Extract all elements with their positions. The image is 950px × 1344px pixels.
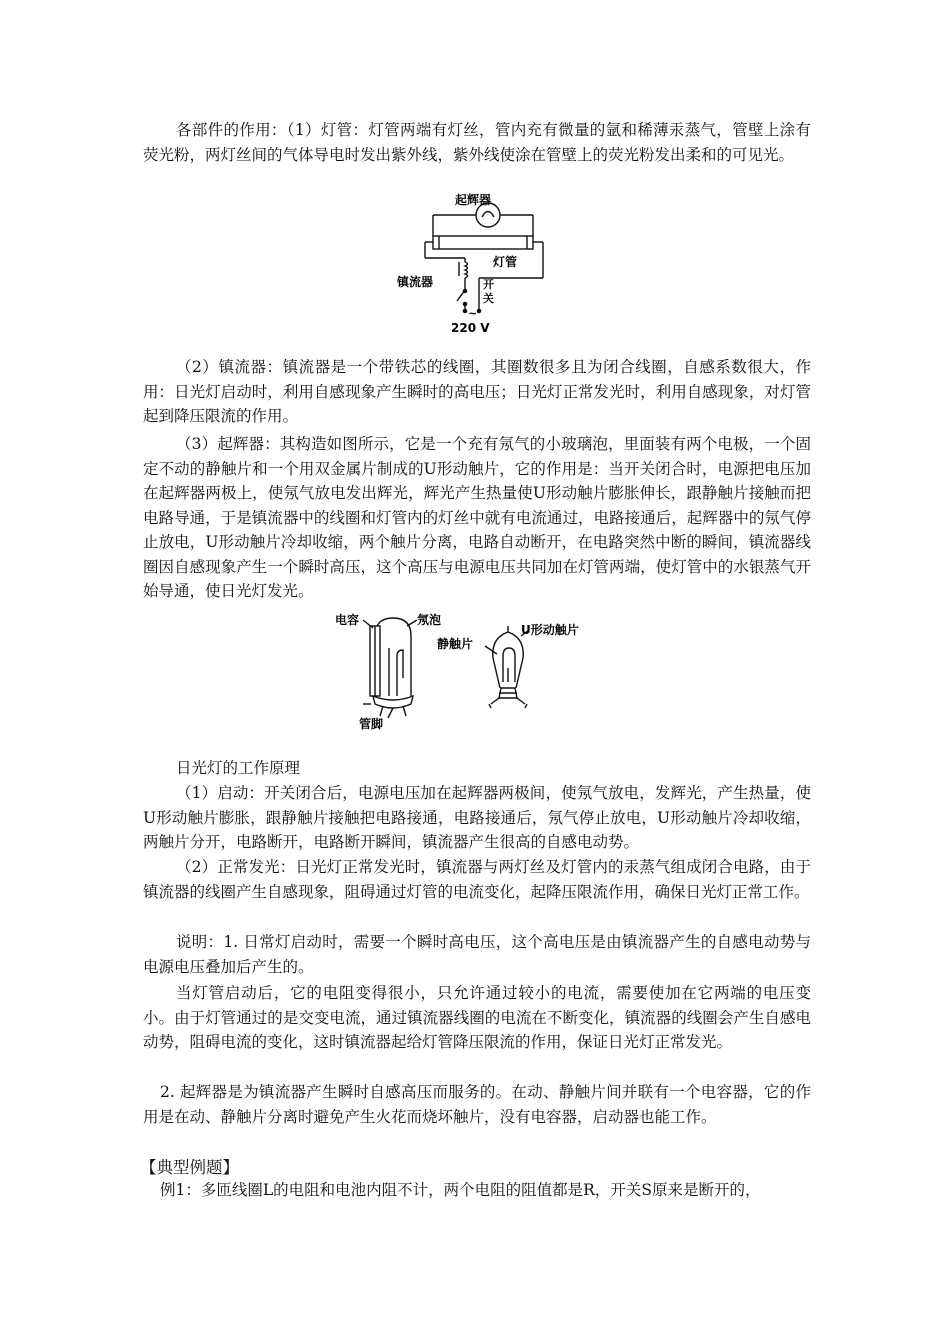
section-heading: 【典型例题】 xyxy=(140,1158,239,1177)
ac-symbol: ~ xyxy=(468,307,478,320)
paragraph-starter: （3）起辉器：其构造如图所示，它是一个充有氖气的小玻璃泡，里面装有两个电极，一个固定不动的静触片和一个用双金属片制成的U形动触片，它的作用是：当开关闭合时，电源把电压加在起辉器两极上，使氖气放电发出辉光，辉光产生热量使U形动触片膨胀伸长，跟静触片接触而把电路导通，于是镇流器中的线圈和灯管内的灯丝中就有电流通过，电路接通后，起辉器中的氖气停止放电，U形动触片冷却收缩，两个触片分离，电路自动断开，在电路突然中断的瞬间，镇流器线圈因自感现象产生一个瞬时高压，这个高压与电源电压共同加在灯管两端，使灯管中的水银蒸气开始导通，使日光灯发光。 xyxy=(143,435,811,600)
starter-diagram xyxy=(333,608,598,732)
paragraph-example-1: 例1：多匝线圈L的电阻和电池内阻不计，两个电阻的阻值都是R，开关S原来是断开的， xyxy=(160,1181,761,1199)
switch-label-1: 开 xyxy=(483,278,494,291)
capacitor-label: 电容 xyxy=(335,613,360,627)
paragraph-note-1: 说明：1. 日常灯启动时，需要一个瞬时高电压，这个高电压是由镇流器产生的自感电动势与电源电压叠加后产生的。 xyxy=(143,933,811,976)
circuit-diagram-svg xyxy=(395,190,555,336)
ballast-label: 镇流器 xyxy=(397,275,434,289)
paragraph-note-1-detail: 当灯管启动后，它的电阻变得很小，只允许通过较小的电流，需要使加在它两端的电压变小。由于灯管通过的是交变电流，通过镇流器线圈的电流在不断变化，镇流器的线圈会产生自感电动势，阻碍电流的变化，这时镇流器起给灯管降压限流的作用，保证日光灯正常发光。 xyxy=(143,984,811,1051)
starter-diagram-svg xyxy=(333,608,598,732)
paragraph-normal-glow: （2）正常发光：日光灯正常发光时，镇流器与两灯丝及灯管内的汞蒸气组成闭合电路，由于镇流器的线圈产生自感现象，阻碍通过灯管的电流变化，起降压限流作用，确保日光灯正常工作。 xyxy=(143,858,811,901)
starter-label: 起辉器 xyxy=(455,193,492,207)
switch-label-2: 关 xyxy=(483,292,494,305)
paragraph-ballast: （2）镇流器：镇流器是一个带铁芯的线圈，其圈数很多且为闭合线圈，自感系数很大，作用：日光灯启动时，利用自感现象产生瞬时的高电压；日光灯正常发光时，利用自感现象，对灯管起到降压限流的作用。 xyxy=(143,358,811,425)
pins-label: 管脚 xyxy=(359,717,384,731)
circuit-diagram xyxy=(395,190,555,336)
paragraph-components: 各部件的作用：（1）灯管：灯管两端有灯丝，管内充有微量的氩和稀薄汞蒸气，管壁上涂有荧光粉，两灯丝间的气体导电时发出紫外线，紫外线使涂在管壁上的荧光粉发出柔和的可见光。 xyxy=(143,121,811,164)
paragraph-note-2: 2. 起辉器是为镇流器产生瞬时自感高压而服务的。在动、静触片间并联有一个电容器，它的作用是在动、静触片分离时避免产生火花而烧坏触片，没有电容器，启动器也能工作。 xyxy=(143,1083,811,1126)
voltage-label: 220 V xyxy=(451,321,490,335)
static-contact-label: 静触片 xyxy=(437,637,474,651)
u-contact-label: U形动触片 xyxy=(521,623,579,637)
bulb-label: 氖泡 xyxy=(417,613,442,627)
paragraph-principle-title: 日光灯的工作原理 xyxy=(176,759,301,777)
tube-label: 灯管 xyxy=(493,255,518,269)
paragraph-start: （1）启动：开关闭合后，电源电压加在起辉器两极间，使氖气放电，发辉光，产生热量，使U形动触片膨胀，跟静触片接触把电路接通，电路接通后，氖气停止放电，U形动触片冷却收缩，两触片分开，电路断开，电路断开瞬间，镇流器产生很高的自感电动势。 xyxy=(143,784,811,851)
